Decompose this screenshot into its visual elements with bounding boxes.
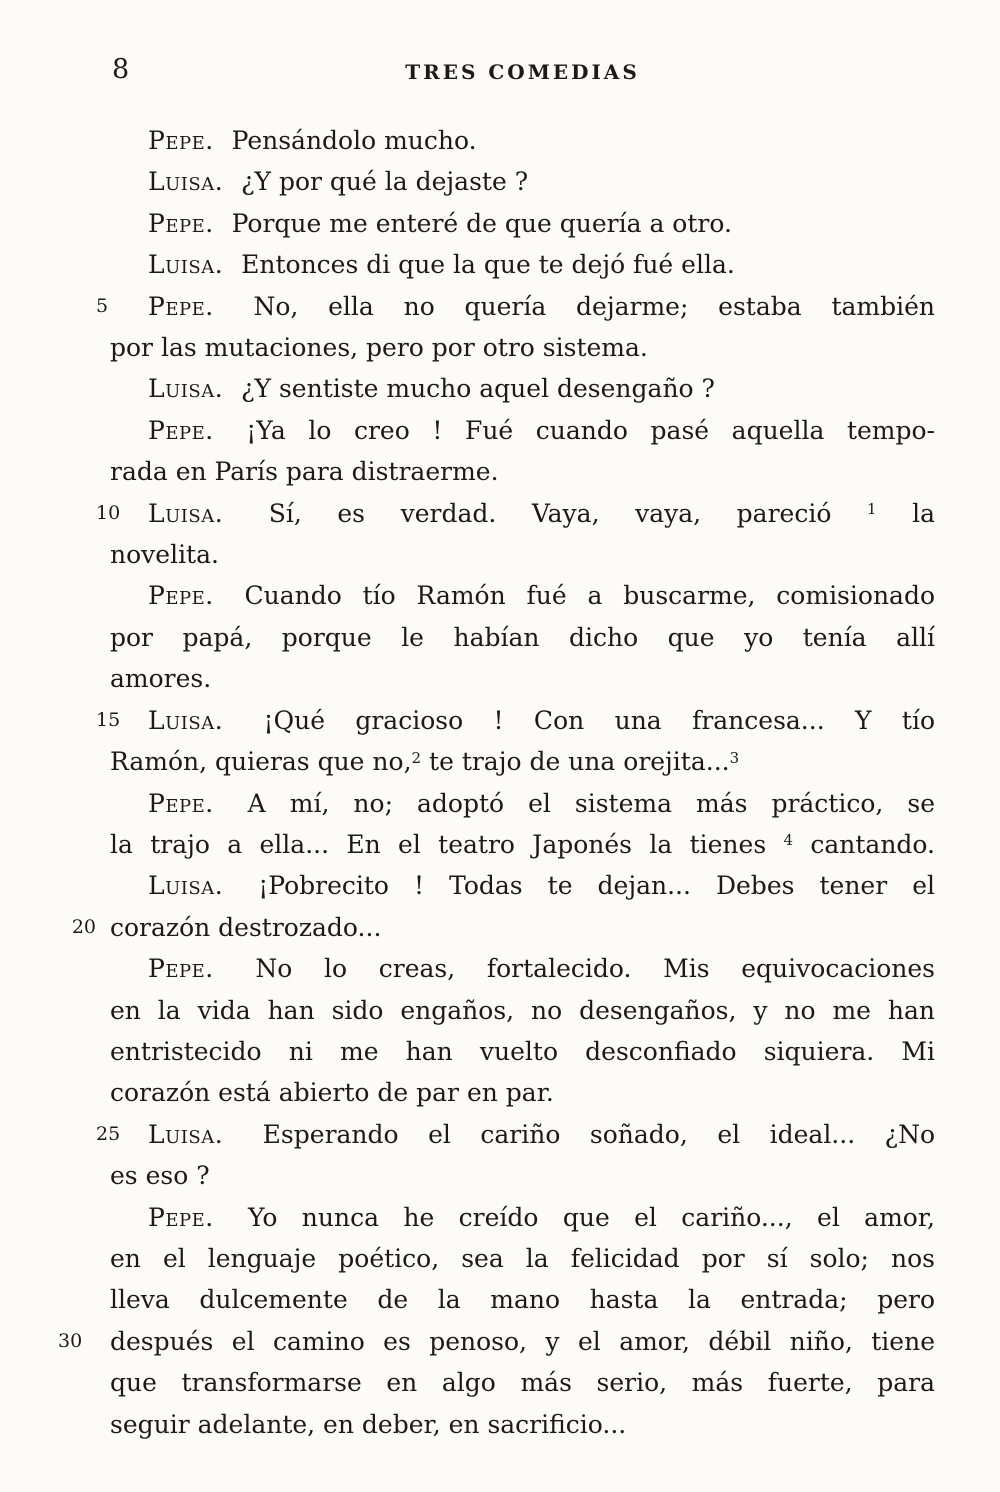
dialogue-line: [110, 1197, 935, 1238]
dialogue-line: [96, 493, 935, 534]
dialogue-line: [71, 907, 935, 948]
footnote-marker: 1: [866, 500, 877, 519]
speaker-name: Luisa.: [148, 871, 224, 901]
dialogue-text: ¿Y sentiste mucho aquel desengaño ?: [233, 374, 715, 404]
dialogue-text: No lo creas, fortalecido. Mis equivocaciones: [223, 954, 935, 984]
dialogue-line: [110, 203, 935, 244]
speaker-name: Luisa.: [148, 250, 224, 280]
dialogue-line: [110, 534, 935, 575]
line-number: 15: [96, 708, 121, 731]
dialogue-line: [110, 120, 935, 161]
dialogue-text: ¿Y por qué la dejaste ?: [233, 167, 529, 197]
dialogue-text: por papá, porque le habían dicho que yo tenía allí: [110, 622, 935, 652]
dialogue-text: corazón está abierto de par en par.: [110, 1078, 554, 1108]
dialogue-text: Ramón, quieras que no,: [110, 747, 412, 777]
dialogue-line: [110, 741, 935, 782]
line-number: 25: [96, 1122, 121, 1145]
running-title: TRES COMEDIAS: [405, 60, 640, 84]
dialogue-text: Sí, es verdad. Vaya, vaya, pareció: [233, 498, 867, 528]
dialogue-text: rada en París para distraerme.: [110, 457, 499, 487]
speaker-name: Luisa.: [148, 705, 224, 735]
dialogue-text: seguir adelante, en deber, en sacrificio...: [110, 1409, 627, 1439]
dialogue-line: [110, 368, 935, 409]
dialogue-text: cantando.: [793, 829, 935, 859]
dialogue-text: Porque me enteré de que quería a otro.: [223, 208, 732, 238]
speaker-name: Pepe.: [148, 415, 214, 445]
speaker-name: Luisa.: [148, 498, 224, 528]
footnote-marker: 4: [783, 831, 794, 850]
dialogue-text: después el camino es penoso, y el amor, débil niño, tiene: [110, 1326, 935, 1356]
dialogue-line: [110, 1031, 935, 1072]
dialogue-text: Yo nunca he creído que el cariño..., el amor,: [223, 1202, 935, 1232]
dialogue-text: ¡Ya lo creo ! Fué cuando pasé aquella tempo-: [223, 415, 935, 445]
speaker-name: Pepe.: [148, 1202, 214, 1232]
text-block: [58, 120, 935, 1445]
dialogue-line: [110, 658, 935, 699]
dialogue-line: [110, 824, 935, 865]
dialogue-line: [96, 286, 935, 327]
dialogue-text: que transformarse en algo más serio, más fuerte, para: [110, 1368, 935, 1398]
dialogue-line: [110, 1238, 935, 1279]
dialogue-text: corazón destrozado...: [110, 912, 382, 942]
line-number: 30: [58, 1329, 83, 1352]
dialogue-line: [110, 1362, 935, 1403]
line-number: 5: [96, 294, 109, 317]
dialogue-text: Cuando tío Ramón fué a buscarme, comisionado: [223, 581, 935, 611]
dialogue-line: [58, 1321, 935, 1362]
dialogue-line: [110, 244, 935, 285]
dialogue-text: lleva dulcemente de la mano hasta la entrada; pero: [110, 1285, 935, 1315]
speaker-name: Pepe.: [148, 126, 214, 155]
page-number: 8: [112, 54, 130, 85]
speaker-name: Pepe.: [148, 788, 214, 818]
speaker-name: Pepe.: [148, 581, 214, 611]
dialogue-line: [110, 990, 935, 1031]
dialogue-text: entristecido ni me han vuelto desconfiado siquiera. Mi: [110, 1036, 935, 1066]
dialogue-text: ¡Pobrecito ! Todas te dejan... Debes tener el: [233, 871, 935, 901]
footnote-marker: 2: [411, 748, 422, 767]
dialogue-text: en el lenguaje poético, sea la felicidad por sí solo; nos: [110, 1243, 935, 1273]
footnote-marker: 3: [729, 748, 740, 767]
dialogue-text: novelita.: [110, 540, 219, 570]
dialogue-text: Esperando el cariño soñado, el ideal... ¿No: [233, 1119, 935, 1149]
speaker-name: Luisa.: [148, 374, 224, 404]
dialogue-text: Entonces di que la que te dejó fué ella.: [233, 250, 735, 280]
dialogue-text: ¡Qué gracioso ! Con una francesa... Y tío: [233, 705, 935, 735]
dialogue-text: te trajo de una orejita...: [421, 747, 730, 777]
dialogue-text: amores.: [110, 664, 212, 694]
dialogue-line: [96, 700, 935, 741]
dialogue-line: [110, 783, 935, 824]
dialogue-line: [110, 948, 935, 989]
speaker-name: Pepe.: [148, 208, 214, 238]
speaker-name: Luisa.: [148, 1119, 224, 1149]
dialogue-line: [110, 451, 935, 492]
dialogue-line: [110, 1279, 935, 1320]
speaker-name: Pepe.: [148, 954, 214, 984]
dialogue-line: [110, 410, 935, 451]
dialogue-line: [110, 1404, 935, 1445]
dialogue-line: [110, 327, 935, 368]
speaker-name: Pepe.: [148, 291, 214, 321]
dialogue-text: es eso ?: [110, 1161, 210, 1191]
dialogue-line: [110, 161, 935, 202]
dialogue-line: [110, 865, 935, 906]
dialogue-text: en la vida han sido engaños, no desengaños, y no me han: [110, 995, 935, 1025]
dialogue-text: por las mutaciones, pero por otro sistema.: [110, 333, 648, 363]
line-number: 20: [71, 915, 96, 938]
dialogue-text: A mí, no; adoptó el sistema más práctico, se: [223, 788, 935, 818]
dialogue-line: [110, 617, 935, 658]
dialogue-text: la: [876, 498, 935, 528]
dialogue-text: la trajo a ella... En el teatro Japonés la tienes: [110, 829, 784, 859]
speaker-name: Luisa.: [148, 167, 224, 197]
dialogue-line: [96, 1114, 935, 1155]
dialogue-line: [110, 1072, 935, 1113]
dialogue-text: Pensándolo mucho.: [223, 126, 477, 155]
dialogue-line: [110, 1155, 935, 1196]
dialogue-text: No, ella no quería dejarme; estaba también: [223, 291, 935, 321]
line-number: 10: [96, 501, 121, 524]
dialogue-line: [110, 575, 935, 616]
